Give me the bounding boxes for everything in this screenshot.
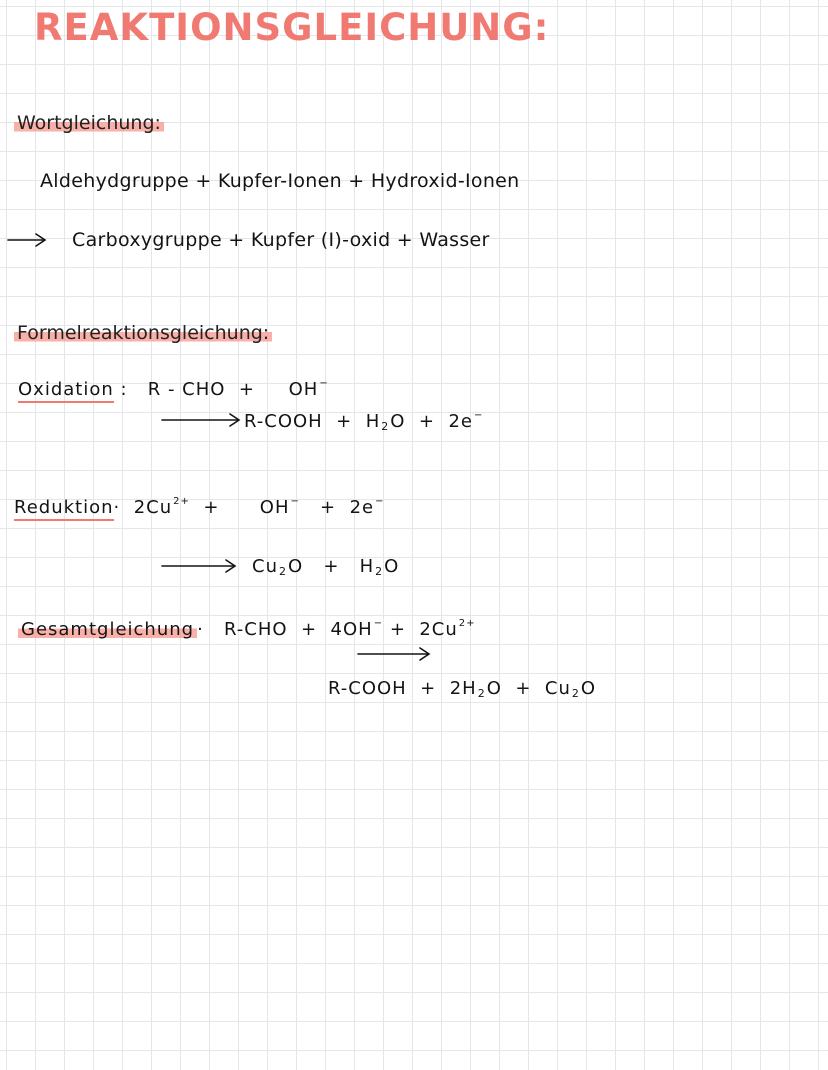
oxidation-reactant1: R - CHO xyxy=(147,379,226,400)
gesamt-label: Gesamtgleichung xyxy=(18,619,197,640)
oxidation-plus1: + xyxy=(238,379,255,400)
gesamt-water-h: 2H xyxy=(449,678,477,699)
oxidation-plus3: + xyxy=(418,411,435,432)
gesamt-water-o: O xyxy=(486,678,502,699)
reduktion-oh: OH xyxy=(259,497,290,518)
reduktion-plus2: + xyxy=(320,497,337,518)
oxidation-water-sub: 2 xyxy=(381,420,390,433)
gesamt-cu: 2Cu xyxy=(419,619,458,640)
oxidation-electrons: 2e xyxy=(448,411,473,432)
oxidation-plus2: + xyxy=(336,411,353,432)
reduktion-oh-charge: − xyxy=(290,496,300,507)
reduktion-water-sub: 2 xyxy=(375,565,384,578)
reduktion-line xyxy=(14,496,385,518)
gesamt-oh: 4OH xyxy=(330,619,373,640)
gesamt-water-sub: 2 xyxy=(477,687,486,700)
reduktion-colon: · xyxy=(113,497,127,518)
gesamt-line xyxy=(18,618,476,640)
reduktion-plus3: + xyxy=(323,556,340,577)
reduktion-water-o: O xyxy=(384,556,400,577)
reduktion-water-h: H xyxy=(359,556,375,577)
reduktion-cu2o-o: O xyxy=(287,556,304,577)
reduktion-cu2o-sub: 2 xyxy=(278,565,287,578)
gesamt-colon: · xyxy=(197,619,218,640)
gesamt-products xyxy=(328,678,596,700)
oxidation-label: Oxidation xyxy=(18,379,114,403)
oxidation-oh-charge: − xyxy=(319,378,329,389)
gesamt-cu2o-cu: Cu xyxy=(544,678,571,699)
gesamt-cu2o-o: O xyxy=(580,678,597,699)
reduktion-electrons: 2e xyxy=(349,497,375,518)
gesamt-oh-charge: − xyxy=(373,618,384,629)
word-equation-arrow-icon xyxy=(6,232,50,248)
wortgleichung-heading: Wortgleichung: xyxy=(14,112,164,134)
gesamt-plus1: + xyxy=(300,619,318,640)
reduktion-cu: 2Cu xyxy=(133,497,173,518)
oxidation-products xyxy=(244,410,483,433)
oxidation-reactant2: OH xyxy=(288,379,319,400)
oxidation-colon: : xyxy=(113,379,141,400)
oxidation-arrow-icon xyxy=(160,412,242,428)
reduktion-e-charge: − xyxy=(375,496,385,507)
reduktion-arrow-icon xyxy=(160,558,238,574)
gesamt-arrow-icon xyxy=(356,646,432,662)
oxidation-e-charge: − xyxy=(473,410,484,421)
gesamt-cu2o-sub: 2 xyxy=(571,687,580,700)
gesamt-plus4: + xyxy=(515,678,532,699)
gesamt-r1: R-CHO xyxy=(223,619,288,640)
formel-heading: Formelreaktionsgleichung: xyxy=(14,322,272,344)
page-title: REAKTIONSGLEICHUNG: xyxy=(34,6,550,49)
reduktion-cu2o-cu: Cu xyxy=(252,556,278,577)
word-equation-reactants: Aldehydgruppe + Kupfer-Ionen + Hydroxid-Ionen xyxy=(40,170,520,192)
oxidation-water-h: H xyxy=(365,411,381,432)
word-equation-products: Carboxygruppe + Kupfer (I)-oxid + Wasser xyxy=(72,229,490,251)
oxidation-water-o: O xyxy=(390,411,406,432)
gesamt-plus3: + xyxy=(420,678,437,699)
reduktion-cu-charge: 2+ xyxy=(173,496,190,507)
oxidation-line xyxy=(18,378,329,400)
reduktion-plus1: + xyxy=(203,497,220,518)
oxidation-product1: R-COOH xyxy=(244,411,323,432)
reduktion-products xyxy=(252,556,399,578)
gesamt-p1: R-COOH xyxy=(328,678,407,699)
reduktion-label: Reduktion xyxy=(14,497,114,521)
gesamt-plus2: + xyxy=(389,619,406,640)
gesamt-cu-charge: 2+ xyxy=(458,618,476,629)
